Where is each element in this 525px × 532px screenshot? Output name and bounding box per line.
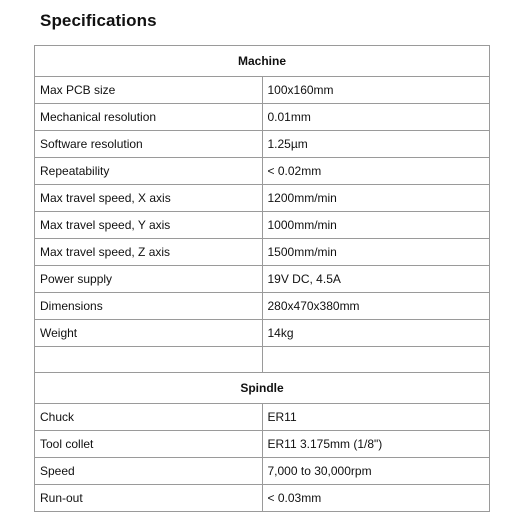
spec-value: 0.01mm xyxy=(262,104,490,131)
section-header-row xyxy=(35,46,490,77)
table-row xyxy=(35,431,490,458)
spec-label: Max PCB size xyxy=(35,77,263,104)
spec-value: 19V DC, 4.5A xyxy=(262,266,490,293)
section-header-row xyxy=(35,373,490,404)
empty-row xyxy=(35,347,490,373)
table-row xyxy=(35,77,490,104)
table-row xyxy=(35,131,490,158)
spec-label: Repeatability xyxy=(35,158,263,185)
spec-value: 1200mm/min xyxy=(262,185,490,212)
spec-label: Weight xyxy=(35,320,263,347)
spec-value: 100x160mm xyxy=(262,77,490,104)
spec-label: Max travel speed, Y axis xyxy=(35,212,263,239)
spec-value: 1.25µm xyxy=(262,131,490,158)
spec-value: 280x470x380mm xyxy=(262,293,490,320)
table-row xyxy=(35,185,490,212)
table-row xyxy=(35,293,490,320)
spec-value: < 0.03mm xyxy=(262,485,490,512)
spec-label: Max travel speed, Z axis xyxy=(35,239,263,266)
table-row xyxy=(35,320,490,347)
spec-label: Mechanical resolution xyxy=(35,104,263,131)
spec-value: 1000mm/min xyxy=(262,212,490,239)
empty-cell xyxy=(35,347,263,373)
spec-value: ER11 xyxy=(262,404,490,431)
spec-label: Dimensions xyxy=(35,293,263,320)
table-row xyxy=(35,458,490,485)
spec-value: 14kg xyxy=(262,320,490,347)
spec-label: Software resolution xyxy=(35,131,263,158)
table-row xyxy=(35,266,490,293)
table-row xyxy=(35,404,490,431)
page-title: Specifications xyxy=(40,11,157,30)
spec-label: Tool collet xyxy=(35,431,263,458)
spec-label: Power supply xyxy=(35,266,263,293)
spec-label: Speed xyxy=(35,458,263,485)
spec-label: Run-out xyxy=(35,485,263,512)
table-row xyxy=(35,212,490,239)
machine-section-header: Machine xyxy=(35,46,490,77)
spec-value: ER11 3.175mm (1/8") xyxy=(262,431,490,458)
table-row xyxy=(35,485,490,512)
spec-label: Max travel speed, X axis xyxy=(35,185,263,212)
table-row xyxy=(35,104,490,131)
empty-cell xyxy=(262,347,490,373)
spindle-section-header: Spindle xyxy=(35,373,490,404)
spec-label: Chuck xyxy=(35,404,263,431)
table-row xyxy=(35,239,490,266)
spec-value: < 0.02mm xyxy=(262,158,490,185)
table-row xyxy=(35,158,490,185)
spec-value: 1500mm/min xyxy=(262,239,490,266)
specifications-table xyxy=(34,45,490,512)
spec-value: 7,000 to 30,000rpm xyxy=(262,458,490,485)
